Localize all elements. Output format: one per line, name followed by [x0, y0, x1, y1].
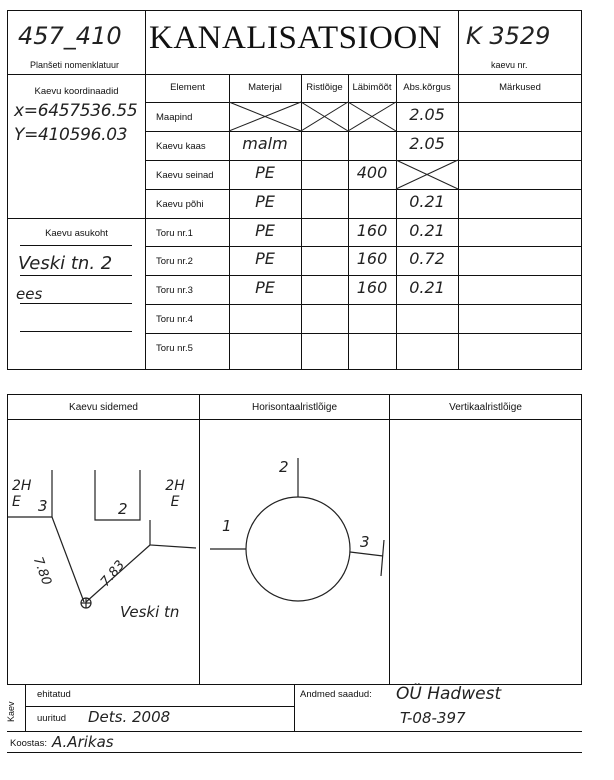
- table-cell-material: PE: [255, 278, 275, 297]
- links-label: Kaevu sidemed: [69, 402, 138, 413]
- table-cell-element: Kaevu seinad: [156, 170, 214, 181]
- table-cell-element: Toru nr.2: [156, 256, 193, 267]
- data-from-value-1: OÜ Hadwest: [396, 684, 502, 704]
- coordinate-y: Y=410596.03: [14, 125, 128, 145]
- table-cell-element: Toru nr.3: [156, 285, 193, 296]
- table-cell-height: 0.21: [409, 192, 445, 211]
- table-cell-material: PE: [255, 249, 275, 268]
- table-cell-material: PE: [255, 192, 275, 211]
- surveyed-value: Dets. 2008: [88, 708, 171, 726]
- pipe-1-label: 1: [222, 517, 232, 535]
- table-cell-diameter: 160: [356, 249, 388, 268]
- middle-number-label: 2: [118, 500, 128, 518]
- table-cell-diameter: 400: [356, 163, 388, 182]
- footer-mid-divider: [294, 684, 295, 732]
- location-line-2: ees: [16, 285, 43, 303]
- table-cell-diameter: 160: [356, 221, 388, 240]
- table-cell-element: Kaevu põhi: [156, 199, 204, 210]
- coordinates-label: Kaevu koordinaadid: [34, 86, 119, 97]
- left-number-label: 3: [38, 497, 48, 515]
- table-cell-material: PE: [255, 163, 275, 182]
- location-label: Kaevu asukoht: [45, 228, 108, 239]
- pipe-3-label: 3: [360, 533, 370, 551]
- pipe-2-label: 2: [279, 458, 289, 476]
- compiled-label: Koostas:: [10, 738, 47, 749]
- location-line-1: Veski tn. 2: [18, 253, 113, 274]
- page-title: KANALISATSIOON: [149, 20, 442, 56]
- kaev-label: Kaev: [6, 701, 16, 722]
- table-cell-material: PE: [255, 221, 275, 240]
- vertical-section-label: Vertikaalristlõige: [449, 402, 522, 413]
- surveyed-label: uuritud: [37, 713, 67, 724]
- table-header-cell: Materjal: [248, 82, 282, 93]
- left-building-label: 2H E: [12, 478, 32, 510]
- table-cell-height: 2.05: [409, 134, 445, 153]
- table-header-cell: Element: [170, 82, 205, 93]
- table-header-cell: Abs.kõrgus: [403, 82, 451, 93]
- street-label: Veski tn: [120, 603, 180, 621]
- table-cell-height: 2.05: [409, 105, 445, 124]
- table-cell-material: malm: [242, 134, 288, 153]
- table-cell-height: 0.21: [409, 278, 445, 297]
- table-cell-height: 0.72: [409, 249, 445, 268]
- well-number-value: K 3529: [466, 22, 551, 50]
- data-from-value-2: T-08-397: [400, 709, 466, 727]
- table-cell-height: 0.21: [409, 221, 445, 240]
- distance-1-label: 7.80: [29, 555, 54, 588]
- table-cell-element: Kaevu kaas: [156, 141, 206, 152]
- table-cell-element: Maapind: [156, 112, 193, 123]
- footer-mid-line: [25, 706, 294, 707]
- table-cell-element: Toru nr.1: [156, 228, 193, 239]
- table-cell-element: Toru nr.5: [156, 343, 193, 354]
- right-building-label: 2H E: [165, 478, 185, 510]
- right-building-outline: [150, 520, 196, 548]
- built-label: ehitatud: [37, 689, 71, 700]
- table-cell-diameter: 160: [356, 278, 388, 297]
- footer-last-line: [7, 752, 582, 753]
- data-from-label: Andmed saadud:: [300, 689, 372, 700]
- manhole-circle: [246, 497, 350, 601]
- well-number-label: kaevu nr.: [491, 60, 528, 70]
- plansheet-label: Planšeti nomenklatuur: [30, 60, 120, 70]
- measure-line-1: [52, 517, 84, 602]
- pipe-3-line: [350, 552, 383, 556]
- coordinate-x: x=6457536.55: [14, 101, 138, 121]
- horizontal-section-label: Horisontaalristlõige: [251, 402, 338, 413]
- compiled-value: A.Arikas: [52, 733, 114, 751]
- table-header-cell: Märkused: [499, 82, 541, 93]
- table-cell-element: Toru nr.4: [156, 314, 193, 325]
- plansheet-value: 457_410: [18, 22, 122, 50]
- table-header-cell: Läbimõõt: [352, 82, 392, 93]
- distance-2-label: 7.83: [98, 557, 129, 590]
- footer-kaev-divider: [25, 684, 26, 732]
- table-header-cell: Ristlõige: [306, 82, 343, 93]
